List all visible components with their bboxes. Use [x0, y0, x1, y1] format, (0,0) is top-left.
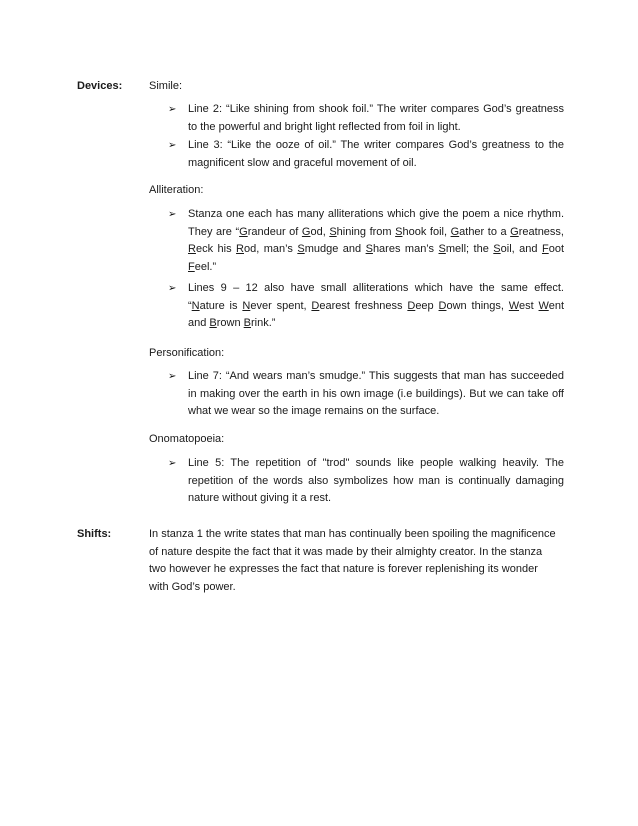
arrow-bullet-icon: ➢: [168, 209, 177, 220]
text-segment: Stanza one each has many alliterations which give the poem a nice rhythm. They are “: [188, 208, 564, 238]
text-segment: hares man’s: [372, 243, 439, 255]
text-segment: earest freshness: [319, 299, 408, 312]
text-segment: ever spent,: [250, 299, 312, 312]
underlined-letter: B: [209, 317, 217, 329]
alliteration-bullet-1: [168, 206, 564, 276]
devices-label: Devices:: [77, 80, 123, 92]
alliteration-heading: Alliteration:: [149, 184, 204, 196]
underlined-letter: S: [493, 243, 501, 255]
underlined-letter: G: [239, 225, 248, 238]
shifts-paragraph: In stanza 1 the write states that man has continually been spoiling the magnificence of nature despite the fact that it was made by their almighty creator. In the stanza two however he expresses the fact that nature is forever replenishing its wonder with God’s power.: [149, 528, 556, 594]
underlined-letter: G: [450, 225, 460, 238]
underlined-letter: B: [243, 317, 252, 329]
personification-heading: Personification:: [149, 347, 225, 359]
bullet-text: [188, 206, 564, 276]
underlined-letter: G: [301, 225, 311, 238]
text-segment: oil, and: [500, 243, 542, 255]
arrow-bullet-icon: ➢: [168, 104, 177, 115]
text-segment: od, man’s: [244, 243, 298, 255]
text-segment: eel.”: [194, 260, 217, 273]
text-segment: eck his: [195, 243, 237, 255]
bullet-text: Line 3: “Like the ooze of oil.” The writer compares God’s greatness to the magnificent slow and graceful movement of oil.: [188, 139, 564, 169]
text-segment: own things,: [446, 299, 509, 312]
simile-bullet-2: [168, 137, 564, 172]
text-segment: mell; the: [445, 243, 494, 255]
text-segment: eep: [415, 299, 439, 312]
underlined-letter: W: [508, 299, 519, 312]
underlined-letter: S: [395, 225, 403, 238]
text-segment: ent and: [188, 299, 565, 329]
underlined-letter: D: [407, 299, 416, 312]
text-segment: hook foil,: [402, 225, 451, 238]
text-segment: mudge and: [304, 243, 366, 255]
underlined-letter: F: [541, 243, 549, 255]
underlined-letter: S: [365, 243, 373, 255]
underlined-letter: R: [188, 243, 196, 255]
text-segment: Lines 9 – 12 also have small alliterations which have the same effect. “: [188, 282, 564, 312]
underlined-letter: D: [311, 299, 320, 312]
underlined-letter: N: [242, 299, 251, 312]
shifts-label: Shifts:: [77, 528, 112, 540]
text-segment: ature is: [199, 299, 243, 312]
arrow-bullet-icon: ➢: [168, 458, 177, 469]
bullet-text: Line 5: The repetition of "trod" sounds like people walking heavily. The repetition of the words also symbolizes how man is continually damaging nature without giving it a rest.: [188, 457, 564, 504]
text-segment: reatness,: [518, 225, 564, 238]
alliteration-bullet-2: [168, 280, 564, 333]
bullet-text: Line 7: “And wears man’s smudge.” This suggests that man has succeeded in making over the earth in his own image (i.e buildings). But we can take off what we wear so the image remains on the surface.: [188, 370, 564, 417]
text-segment: oot: [548, 243, 564, 255]
arrow-bullet-icon: ➢: [168, 283, 177, 294]
text-segment: rink.”: [251, 317, 276, 329]
underlined-letter: S: [297, 243, 305, 255]
bullet-text: Line 2: “Like shining from shook foil.” The writer compares God’s greatness to the powerful and bright light reflected from foil in light.: [188, 103, 564, 133]
underlined-letter: S: [438, 243, 446, 255]
underlined-letter: N: [191, 299, 200, 312]
bullet-text: [188, 280, 564, 333]
text-segment: hining from: [336, 225, 396, 238]
text-segment: randeur of: [247, 225, 302, 238]
personification-bullet-1: [168, 368, 564, 421]
arrow-bullet-icon: ➢: [168, 140, 177, 151]
underlined-letter: D: [438, 299, 447, 312]
underlined-letter: R: [236, 243, 244, 255]
onomatopoeia-bullet-1: [168, 455, 564, 508]
underlined-letter: W: [538, 299, 549, 312]
simile-bullet-1: [168, 101, 564, 136]
text-segment: rown: [216, 317, 244, 329]
arrow-bullet-icon: ➢: [168, 371, 177, 382]
text-segment: est: [518, 299, 539, 312]
onomatopoeia-heading: Onomatopoeia:: [149, 433, 225, 445]
simile-heading: Simile:: [149, 80, 183, 92]
underlined-letter: F: [188, 260, 195, 273]
text-segment: ather to a: [459, 225, 511, 238]
text-segment: od,: [310, 225, 330, 238]
underlined-letter: S: [329, 225, 337, 238]
underlined-letter: G: [510, 225, 519, 238]
